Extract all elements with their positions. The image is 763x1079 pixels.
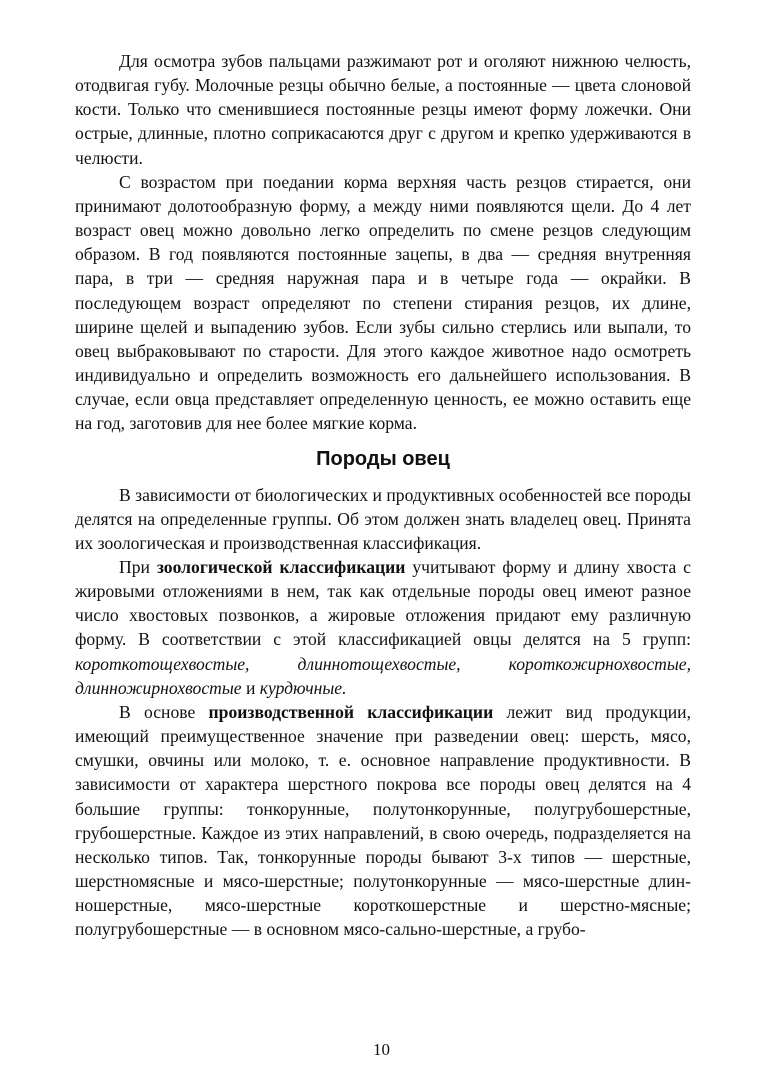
paragraph-production-classification [75,700,691,942]
paragraph-age-determination: С возрастом при поедании корма верхняя часть резцов стирается, они принимают долотообразную форму, а между ними появляются щели. До 4 лет возраст овец можно довольно легко определить по смене резцов следующим образом. В год появляются постоянные зацепы, в два — средняя внутренняя пара, в три — средняя наружная пара и в четыре года — окрайки. В последующем возраст определяют по степени стирания резцов, их длине, ширине щелей и выпадению зубов. Если зубы сильно стерлись или выпали, то овец выбраковывают по старости. Для этого каждое животное надо осмотреть индивидуально и определить возможность его дальнейшего использования. В случае, если овца представляет определенную ценность, ее можно оставить еще на год, заготовив для нее более мягкие корма. [75,171,691,434]
page-number: 10 [373,1040,390,1059]
text-segment: лежит вид продукции, имеющий преимущественное значение при разведении овец: шерсть, мясо, смушки, овчины или молоко, т. е. основное направление продуктивности. В зависимости от характера шерстного покрова все породы овец делятся на 4 большие группы: тонкорунные, полутонкорунные, полугрубошерстные, грубошерстные. Каждое из этих направлений, в свою очередь, подразделяется на несколько типов. Так, тонкорунные породы бывают 3-х типов — шерстные, шерстномясные и мясо-шерстные; полутонкорунные — мясо-шерстные длинношерстные, мясо-шерстные короткошерстные и шерстно-мясные; полугрубошерстные — в основном мясо-сально-шерстные, а грубо- [75,701,691,940]
italic-tail-groups: короткотощехвостые, длиннотощехвостые, короткожирнохвостые, длинножирнохвостые [75,653,691,698]
text-segment: При [119,556,157,577]
section-heading-sheep-breeds: Породы овец [316,447,450,470]
bold-term-production: производственной классификации [208,701,494,722]
paragraph-zoological-classification [75,555,691,700]
bold-term-zoological: зоологической классификации [156,556,406,577]
text-segment: учитывают форму и длину хвоста с жировыми отложениями в нем, так как отдельные породы овец имеют разное число хвостовых позвонков, а жировые отложения придают ему различную форму. В соответствии с этой классификацией овцы делятся на 5 групп: [75,556,691,650]
paragraph-teeth-inspection: Для осмотра зубов пальцами разжимают рот и оголяют нижнюю челюсть, отодвигая губу. Молочные резцы обычно белые, а постоянные — цвета слоновой кости. Только что сменившиеся постоянные резцы имеют форму ложечки. Они острые, длинные, плотно соприкасаются друг с другом и крепко удерживаются в челюсти. [75,51,691,168]
italic-fat-tailed: курдючные. [259,677,347,698]
paragraph-breed-groups: В зависимости от биологических и продуктивных особенностей все породы делятся на определенные группы. Об этом должен знать владелец овец. Принята их зоологическая и производственная классификация. [75,484,691,553]
text-segment: и [241,677,260,698]
page-body [75,49,691,941]
text-segment: В основе [119,701,209,722]
